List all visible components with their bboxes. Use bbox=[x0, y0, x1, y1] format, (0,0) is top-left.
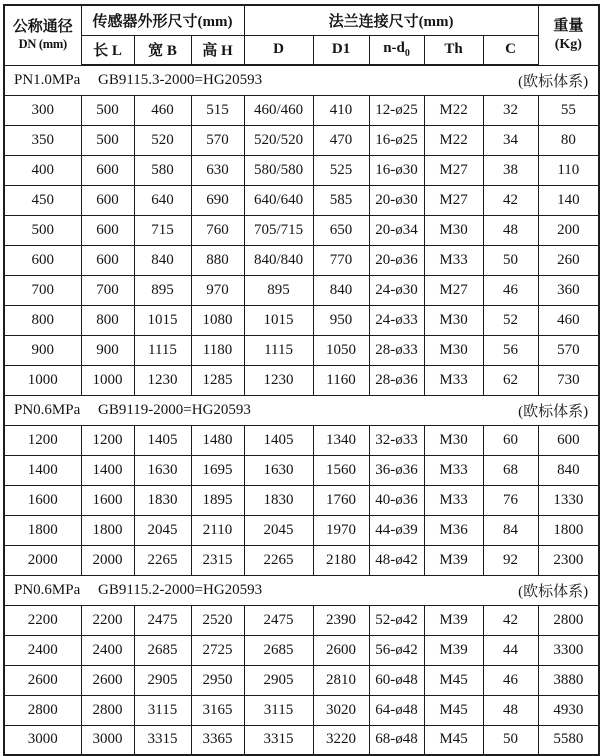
cell-nd0: 64-ø48 bbox=[369, 695, 424, 725]
cell-d1: 410 bbox=[313, 95, 369, 125]
cell-d1: 585 bbox=[313, 185, 369, 215]
cell-c: 56 bbox=[483, 335, 538, 365]
cell-height: 2315 bbox=[191, 545, 244, 575]
cell-width: 1015 bbox=[134, 305, 191, 335]
header-col-th: Th bbox=[424, 35, 483, 65]
cell-dn: 2600 bbox=[4, 665, 81, 695]
cell-height: 1080 bbox=[191, 305, 244, 335]
header-dn-title: 公称通径 bbox=[12, 19, 73, 36]
cell-height: 1695 bbox=[191, 455, 244, 485]
cell-d1: 1160 bbox=[313, 365, 369, 395]
cell-nd0: 24-ø33 bbox=[369, 305, 424, 335]
table-row bbox=[4, 215, 599, 245]
section-header-row bbox=[4, 395, 599, 425]
header-weight bbox=[538, 5, 599, 65]
cell-d: 1830 bbox=[244, 485, 313, 515]
table-row bbox=[4, 725, 599, 755]
cell-dn: 600 bbox=[4, 245, 81, 275]
cell-th: M27 bbox=[424, 275, 483, 305]
cell-nd0: 48-ø42 bbox=[369, 545, 424, 575]
cell-d1: 1340 bbox=[313, 425, 369, 455]
cell-width: 1405 bbox=[134, 425, 191, 455]
cell-th: M39 bbox=[424, 635, 483, 665]
cell-nd0: 56-ø42 bbox=[369, 635, 424, 665]
cell-height: 2725 bbox=[191, 635, 244, 665]
header-col-d1: D1 bbox=[313, 35, 369, 65]
table-row bbox=[4, 425, 599, 455]
section-standard: GB9115.2-2000=HG20593 bbox=[98, 581, 263, 598]
cell-d1: 2180 bbox=[313, 545, 369, 575]
section-standard: GB9115.3-2000=HG20593 bbox=[98, 71, 263, 88]
cell-c: 32 bbox=[483, 95, 538, 125]
section-header-row bbox=[4, 575, 599, 605]
cell-weight: 1800 bbox=[538, 515, 599, 545]
table-row bbox=[4, 245, 599, 275]
cell-th: M33 bbox=[424, 455, 483, 485]
cell-length: 500 bbox=[81, 125, 134, 155]
cell-length: 2800 bbox=[81, 695, 134, 725]
cell-d1: 525 bbox=[313, 155, 369, 185]
table-row bbox=[4, 515, 599, 545]
cell-th: M30 bbox=[424, 335, 483, 365]
table-row bbox=[4, 95, 599, 125]
cell-height: 880 bbox=[191, 245, 244, 275]
cell-width: 895 bbox=[134, 275, 191, 305]
cell-c: 48 bbox=[483, 215, 538, 245]
cell-th: M33 bbox=[424, 365, 483, 395]
cell-d: 460/460 bbox=[244, 95, 313, 125]
cell-height: 630 bbox=[191, 155, 244, 185]
cell-length: 2600 bbox=[81, 665, 134, 695]
cell-nd0: 16-ø30 bbox=[369, 155, 424, 185]
cell-height: 970 bbox=[191, 275, 244, 305]
cell-th: M27 bbox=[424, 155, 483, 185]
cell-length: 1600 bbox=[81, 485, 134, 515]
header-sensor-group: 传感器外形尺寸(mm) bbox=[81, 5, 244, 35]
cell-weight: 140 bbox=[538, 185, 599, 215]
cell-weight: 570 bbox=[538, 335, 599, 365]
cell-c: 84 bbox=[483, 515, 538, 545]
header-col-d: D bbox=[244, 35, 313, 65]
cell-weight: 4930 bbox=[538, 695, 599, 725]
cell-dn: 1400 bbox=[4, 455, 81, 485]
cell-height: 2950 bbox=[191, 665, 244, 695]
cell-length: 3000 bbox=[81, 725, 134, 755]
section-header-cell bbox=[4, 575, 599, 605]
cell-width: 1230 bbox=[134, 365, 191, 395]
table-row bbox=[4, 695, 599, 725]
cell-length: 1800 bbox=[81, 515, 134, 545]
cell-nd0: 16-ø25 bbox=[369, 125, 424, 155]
cell-height: 690 bbox=[191, 185, 244, 215]
cell-length: 1200 bbox=[81, 425, 134, 455]
cell-nd0: 36-ø36 bbox=[369, 455, 424, 485]
cell-nd0: 32-ø33 bbox=[369, 425, 424, 455]
cell-length: 600 bbox=[81, 245, 134, 275]
cell-c: 42 bbox=[483, 605, 538, 635]
table-row bbox=[4, 155, 599, 185]
cell-dn: 1000 bbox=[4, 365, 81, 395]
cell-width: 520 bbox=[134, 125, 191, 155]
cell-d: 2905 bbox=[244, 665, 313, 695]
header-col-nd0-subscript: 0 bbox=[404, 48, 410, 60]
cell-dn: 2000 bbox=[4, 545, 81, 575]
cell-nd0: 28-ø36 bbox=[369, 365, 424, 395]
cell-th: M33 bbox=[424, 485, 483, 515]
cell-c: 48 bbox=[483, 695, 538, 725]
cell-th: M30 bbox=[424, 215, 483, 245]
cell-dn: 700 bbox=[4, 275, 81, 305]
cell-th: M30 bbox=[424, 425, 483, 455]
header-col-length: 长 L bbox=[81, 35, 134, 65]
cell-d1: 2390 bbox=[313, 605, 369, 635]
cell-d1: 3220 bbox=[313, 725, 369, 755]
cell-length: 1400 bbox=[81, 455, 134, 485]
cell-weight: 110 bbox=[538, 155, 599, 185]
cell-c: 68 bbox=[483, 455, 538, 485]
cell-height: 2110 bbox=[191, 515, 244, 545]
cell-th: M39 bbox=[424, 545, 483, 575]
section-note: (欧标体系) bbox=[518, 403, 589, 420]
cell-c: 34 bbox=[483, 125, 538, 155]
cell-th: M45 bbox=[424, 695, 483, 725]
cell-length: 2200 bbox=[81, 605, 134, 635]
cell-weight: 730 bbox=[538, 365, 599, 395]
header-subcolumn-row bbox=[4, 35, 599, 65]
cell-d: 1115 bbox=[244, 335, 313, 365]
cell-width: 1830 bbox=[134, 485, 191, 515]
cell-d: 1405 bbox=[244, 425, 313, 455]
table-header bbox=[4, 5, 599, 65]
cell-d: 1015 bbox=[244, 305, 313, 335]
cell-width: 2905 bbox=[134, 665, 191, 695]
cell-length: 600 bbox=[81, 155, 134, 185]
header-flange-group: 法兰连接尺寸(mm) bbox=[244, 5, 538, 35]
cell-d: 705/715 bbox=[244, 215, 313, 245]
header-dn bbox=[4, 5, 81, 65]
cell-width: 460 bbox=[134, 95, 191, 125]
cell-th: M22 bbox=[424, 95, 483, 125]
table-row bbox=[4, 605, 599, 635]
cell-th: M45 bbox=[424, 665, 483, 695]
cell-c: 44 bbox=[483, 635, 538, 665]
cell-nd0: 24-ø30 bbox=[369, 275, 424, 305]
cell-c: 52 bbox=[483, 305, 538, 335]
cell-th: M22 bbox=[424, 125, 483, 155]
cell-length: 500 bbox=[81, 95, 134, 125]
cell-th: M39 bbox=[424, 605, 483, 635]
cell-nd0: 52-ø42 bbox=[369, 605, 424, 635]
dimension-spec-table bbox=[3, 4, 600, 756]
cell-nd0: 20-ø30 bbox=[369, 185, 424, 215]
cell-d: 2685 bbox=[244, 635, 313, 665]
cell-weight: 360 bbox=[538, 275, 599, 305]
cell-height: 760 bbox=[191, 215, 244, 245]
cell-length: 700 bbox=[81, 275, 134, 305]
cell-th: M45 bbox=[424, 725, 483, 755]
table-row bbox=[4, 185, 599, 215]
header-col-nd0 bbox=[369, 35, 424, 65]
cell-dn: 1600 bbox=[4, 485, 81, 515]
cell-d: 580/580 bbox=[244, 155, 313, 185]
cell-length: 1000 bbox=[81, 365, 134, 395]
table-row bbox=[4, 455, 599, 485]
cell-th: M30 bbox=[424, 305, 483, 335]
cell-c: 50 bbox=[483, 245, 538, 275]
cell-width: 3315 bbox=[134, 725, 191, 755]
cell-nd0: 60-ø48 bbox=[369, 665, 424, 695]
cell-dn: 1200 bbox=[4, 425, 81, 455]
cell-length: 600 bbox=[81, 185, 134, 215]
cell-weight: 200 bbox=[538, 215, 599, 245]
header-col-c: C bbox=[483, 35, 538, 65]
table-row bbox=[4, 335, 599, 365]
cell-th: M27 bbox=[424, 185, 483, 215]
cell-d1: 770 bbox=[313, 245, 369, 275]
cell-nd0: 68-ø48 bbox=[369, 725, 424, 755]
cell-th: M36 bbox=[424, 515, 483, 545]
cell-d: 2265 bbox=[244, 545, 313, 575]
cell-width: 1630 bbox=[134, 455, 191, 485]
table-row bbox=[4, 125, 599, 155]
cell-height: 515 bbox=[191, 95, 244, 125]
cell-weight: 600 bbox=[538, 425, 599, 455]
cell-dn: 500 bbox=[4, 215, 81, 245]
cell-d1: 650 bbox=[313, 215, 369, 245]
cell-weight: 260 bbox=[538, 245, 599, 275]
cell-length: 600 bbox=[81, 215, 134, 245]
cell-c: 92 bbox=[483, 545, 538, 575]
cell-nd0: 20-ø36 bbox=[369, 245, 424, 275]
section-pressure: PN0.6MPa bbox=[14, 581, 81, 598]
cell-nd0: 20-ø34 bbox=[369, 215, 424, 245]
cell-d1: 1050 bbox=[313, 335, 369, 365]
cell-height: 570 bbox=[191, 125, 244, 155]
cell-width: 2265 bbox=[134, 545, 191, 575]
cell-width: 2685 bbox=[134, 635, 191, 665]
cell-height: 3165 bbox=[191, 695, 244, 725]
cell-d: 1630 bbox=[244, 455, 313, 485]
cell-height: 1180 bbox=[191, 335, 244, 365]
cell-d: 2045 bbox=[244, 515, 313, 545]
cell-height: 1895 bbox=[191, 485, 244, 515]
cell-d1: 840 bbox=[313, 275, 369, 305]
cell-d1: 1760 bbox=[313, 485, 369, 515]
cell-width: 1115 bbox=[134, 335, 191, 365]
cell-c: 38 bbox=[483, 155, 538, 185]
cell-dn: 300 bbox=[4, 95, 81, 125]
cell-d: 2475 bbox=[244, 605, 313, 635]
cell-nd0: 44-ø39 bbox=[369, 515, 424, 545]
cell-d: 3315 bbox=[244, 725, 313, 755]
cell-width: 580 bbox=[134, 155, 191, 185]
cell-nd0: 40-ø36 bbox=[369, 485, 424, 515]
cell-c: 42 bbox=[483, 185, 538, 215]
cell-d: 895 bbox=[244, 275, 313, 305]
cell-c: 76 bbox=[483, 485, 538, 515]
table-body bbox=[4, 65, 599, 755]
section-pressure: PN1.0MPa bbox=[14, 71, 81, 88]
cell-weight: 1330 bbox=[538, 485, 599, 515]
cell-dn: 400 bbox=[4, 155, 81, 185]
table-row bbox=[4, 305, 599, 335]
table-row bbox=[4, 545, 599, 575]
header-weight-title: 重量 bbox=[553, 18, 584, 35]
header-group-row bbox=[4, 5, 599, 35]
section-header-cell bbox=[4, 65, 599, 95]
cell-d1: 2810 bbox=[313, 665, 369, 695]
cell-weight: 2800 bbox=[538, 605, 599, 635]
cell-weight: 840 bbox=[538, 455, 599, 485]
cell-d: 840/840 bbox=[244, 245, 313, 275]
cell-weight: 2300 bbox=[538, 545, 599, 575]
cell-dn: 3000 bbox=[4, 725, 81, 755]
cell-height: 3365 bbox=[191, 725, 244, 755]
cell-height: 1480 bbox=[191, 425, 244, 455]
table-row bbox=[4, 665, 599, 695]
cell-width: 840 bbox=[134, 245, 191, 275]
cell-weight: 55 bbox=[538, 95, 599, 125]
cell-dn: 2800 bbox=[4, 695, 81, 725]
cell-dn: 900 bbox=[4, 335, 81, 365]
cell-weight: 5580 bbox=[538, 725, 599, 755]
cell-d: 3115 bbox=[244, 695, 313, 725]
cell-width: 2045 bbox=[134, 515, 191, 545]
cell-length: 2400 bbox=[81, 635, 134, 665]
cell-d1: 3020 bbox=[313, 695, 369, 725]
cell-height: 1285 bbox=[191, 365, 244, 395]
cell-weight: 3300 bbox=[538, 635, 599, 665]
cell-dn: 350 bbox=[4, 125, 81, 155]
section-header-row bbox=[4, 65, 599, 95]
header-col-nd0-main: n-d bbox=[383, 40, 405, 57]
cell-width: 640 bbox=[134, 185, 191, 215]
header-col-width: 宽 B bbox=[134, 35, 191, 65]
cell-c: 60 bbox=[483, 425, 538, 455]
cell-height: 2520 bbox=[191, 605, 244, 635]
cell-c: 50 bbox=[483, 725, 538, 755]
cell-c: 62 bbox=[483, 365, 538, 395]
cell-nd0: 28-ø33 bbox=[369, 335, 424, 365]
table-row bbox=[4, 365, 599, 395]
cell-weight: 460 bbox=[538, 305, 599, 335]
cell-nd0: 12-ø25 bbox=[369, 95, 424, 125]
section-note: (欧标体系) bbox=[518, 73, 589, 90]
cell-th: M33 bbox=[424, 245, 483, 275]
cell-c: 46 bbox=[483, 275, 538, 305]
cell-length: 2000 bbox=[81, 545, 134, 575]
cell-dn: 1800 bbox=[4, 515, 81, 545]
cell-d1: 470 bbox=[313, 125, 369, 155]
cell-d1: 1970 bbox=[313, 515, 369, 545]
header-weight-unit: (Kg) bbox=[554, 36, 582, 52]
cell-width: 2475 bbox=[134, 605, 191, 635]
cell-c: 46 bbox=[483, 665, 538, 695]
cell-length: 800 bbox=[81, 305, 134, 335]
cell-width: 3115 bbox=[134, 695, 191, 725]
section-note: (欧标体系) bbox=[518, 583, 589, 600]
cell-weight: 80 bbox=[538, 125, 599, 155]
cell-weight: 3880 bbox=[538, 665, 599, 695]
cell-d: 520/520 bbox=[244, 125, 313, 155]
table-row bbox=[4, 485, 599, 515]
cell-d: 640/640 bbox=[244, 185, 313, 215]
table-row bbox=[4, 275, 599, 305]
cell-dn: 450 bbox=[4, 185, 81, 215]
cell-d1: 2600 bbox=[313, 635, 369, 665]
header-col-height: 高 H bbox=[191, 35, 244, 65]
header-dn-unit: DN (mm) bbox=[18, 36, 67, 51]
cell-d1: 1560 bbox=[313, 455, 369, 485]
cell-dn: 800 bbox=[4, 305, 81, 335]
cell-d1: 950 bbox=[313, 305, 369, 335]
section-pressure: PN0.6MPa bbox=[14, 401, 81, 418]
cell-dn: 2400 bbox=[4, 635, 81, 665]
section-header-cell bbox=[4, 395, 599, 425]
cell-length: 900 bbox=[81, 335, 134, 365]
table-row bbox=[4, 635, 599, 665]
section-standard: GB9119-2000=HG20593 bbox=[98, 401, 251, 418]
cell-d: 1230 bbox=[244, 365, 313, 395]
cell-dn: 2200 bbox=[4, 605, 81, 635]
cell-width: 715 bbox=[134, 215, 191, 245]
